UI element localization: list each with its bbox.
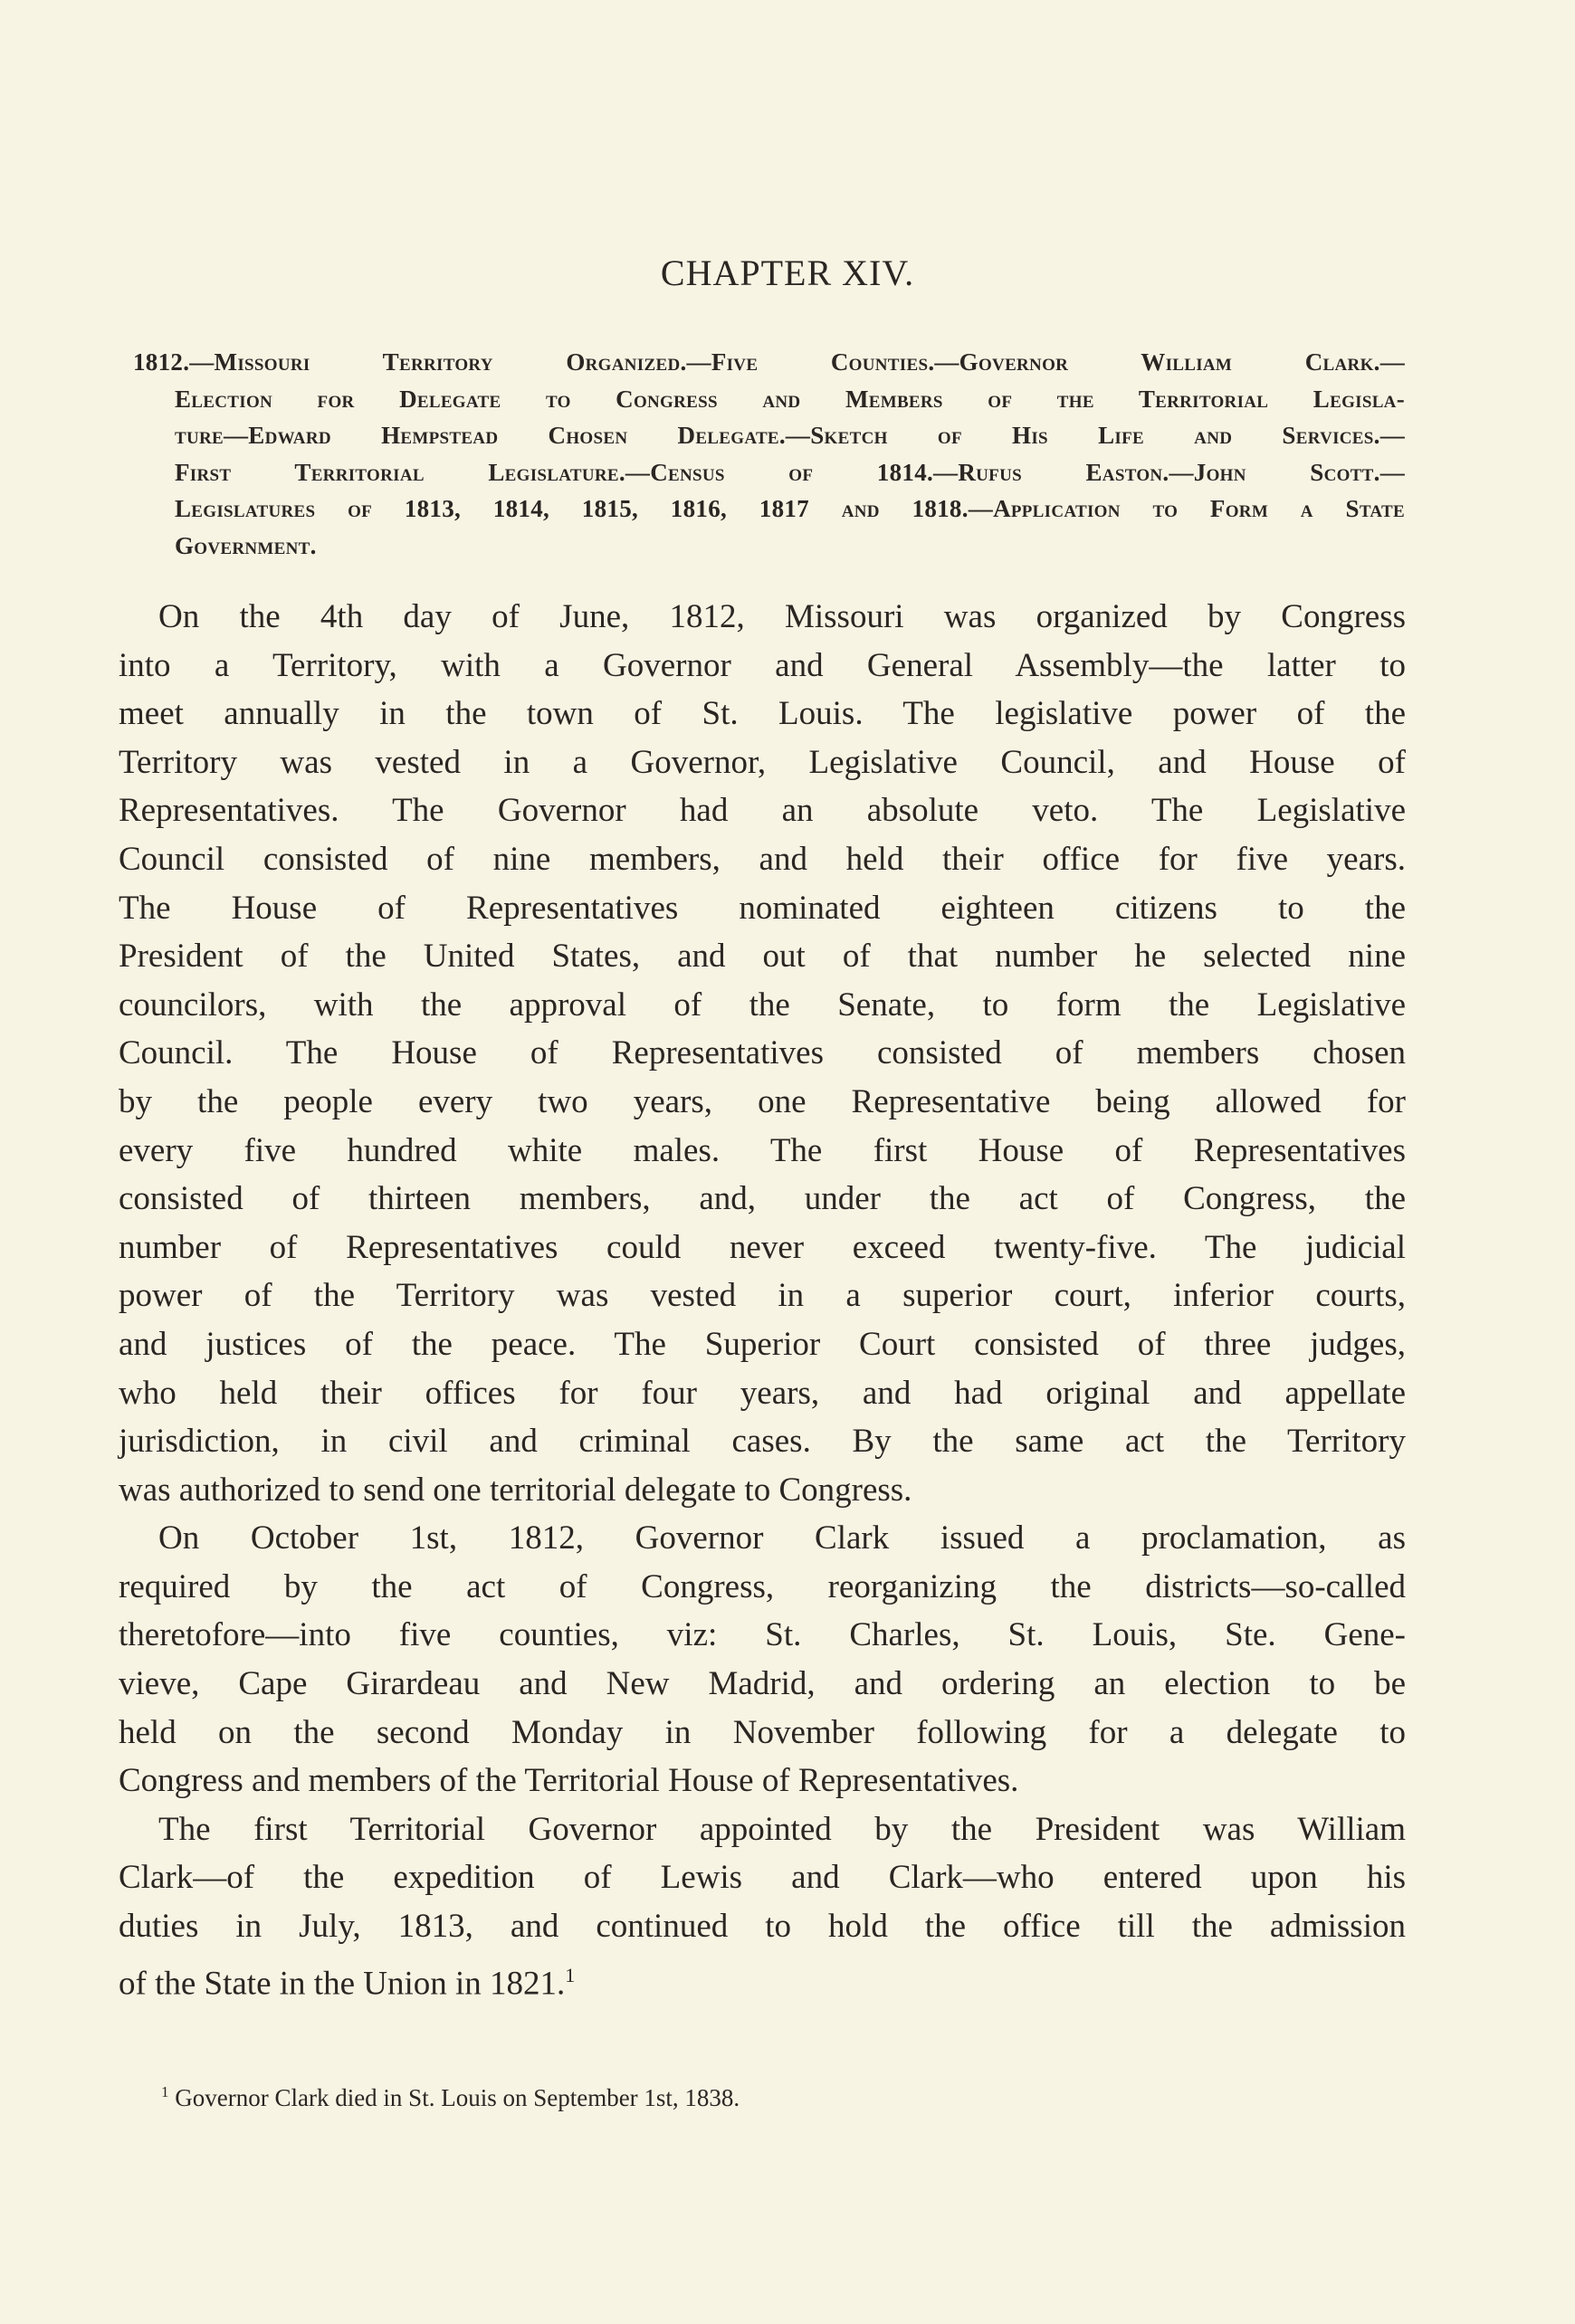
footnote-reference[interactable]: 1: [565, 1963, 576, 1986]
body-line: The House of Representatives nominated eighteen citizens to the: [119, 889, 1406, 927]
body-line: power of the Territory was vested in a superior court, inferior courts,: [119, 1277, 1406, 1315]
body-line: vieve, Cape Girardeau and New Madrid, and ordering an election to be: [119, 1665, 1406, 1703]
footnote-marker: 1: [161, 2083, 169, 2100]
synopsis-line: 1812.—Missouri Territory Organized.—Five Counties.—Governor William Clark.—: [133, 348, 1405, 376]
body-line: councilors, with the approval of the Senate, to form the Legislative: [119, 986, 1406, 1024]
body-line: consisted of thirteen members, and, under the act of Congress, the: [119, 1180, 1406, 1218]
synopsis-line: First Territorial Legislature.—Census of 1814.—Rufus Easton.—John Scott.—: [175, 458, 1405, 486]
body-line: duties in July, 1813, and continued to hold the office till the admission: [119, 1908, 1406, 1946]
body-line: President of the United States, and out of that number he selected nine: [119, 938, 1406, 976]
body-line: Representatives. The Governor had an absolute veto. The Legislative: [119, 792, 1406, 830]
body-line: held on the second Monday in November following for a delegate to: [119, 1713, 1406, 1751]
body-line: was authorized to send one territorial delegate to Congress.: [119, 1471, 912, 1509]
body-line: On the 4th day of June, 1812, Missouri was organized by Congress: [158, 598, 1406, 635]
synopsis-line: ture—Edward Hempstead Chosen Delegate.—Sketch of His Life and Services.—: [175, 422, 1405, 449]
body-line: Congress and members of the Territorial House of Representatives.: [119, 1762, 1019, 1800]
footnote-text: Governor Clark died in St. Louis on September 1st, 1838.: [175, 2084, 740, 2111]
body-line: The first Territorial Governor appointed by the President was William: [158, 1810, 1406, 1848]
body-line: of the State in the Union in 1821.$^1$: [119, 1963, 576, 2002]
body-line: Council. The House of Representatives consisted of members chosen: [119, 1034, 1406, 1072]
synopsis-line: Election for Delegate to Congress and Members of the Territorial Legisla-: [175, 385, 1405, 413]
body-line: into a Territory, with a Governor and General Assembly—the latter to: [119, 646, 1406, 684]
chapter-synopsis: [133, 344, 1405, 564]
body-line: Territory was vested in a Governor, Legislative Council, and House of: [119, 743, 1406, 781]
body-text: [119, 593, 1406, 2002]
synopsis-line: Government.: [175, 531, 317, 559]
body-line: jurisdiction, in civil and criminal cases. By the same act the Territory: [119, 1423, 1406, 1461]
body-line: Clark—of the expedition of Lewis and Clark—who entered upon his: [119, 1859, 1406, 1897]
body-line: Council consisted of nine members, and held their office for five years.: [119, 840, 1406, 878]
body-line: meet annually in the town of St. Louis. The legislative power of the: [119, 695, 1406, 733]
footnote: [161, 2083, 740, 2112]
body-line: who held their offices for four years, and had original and appellate: [119, 1374, 1406, 1412]
body-line: every five hundred white males. The first House of Representatives: [119, 1131, 1406, 1169]
body-line: and justices of the peace. The Superior Court consisted of three judges,: [119, 1325, 1406, 1363]
chapter-title: CHAPTER XIV.: [660, 252, 915, 293]
synopsis-line: Legislatures of 1813, 1814, 1815, 1816, 1817 and 1818.—Application to Form a State: [175, 495, 1405, 522]
body-line: On October 1st, 1812, Governor Clark issued a proclamation, as: [158, 1519, 1406, 1557]
body-line: required by the act of Congress, reorganizing the districts—so-called: [119, 1567, 1406, 1605]
body-line: number of Representatives could never exceed twenty-five. The judicial: [119, 1228, 1406, 1266]
body-line: theretofore—into five counties, viz: St. Charles, St. Louis, Ste. Gene-: [119, 1616, 1406, 1654]
body-line: by the people every two years, one Representative being allowed for: [119, 1082, 1406, 1120]
